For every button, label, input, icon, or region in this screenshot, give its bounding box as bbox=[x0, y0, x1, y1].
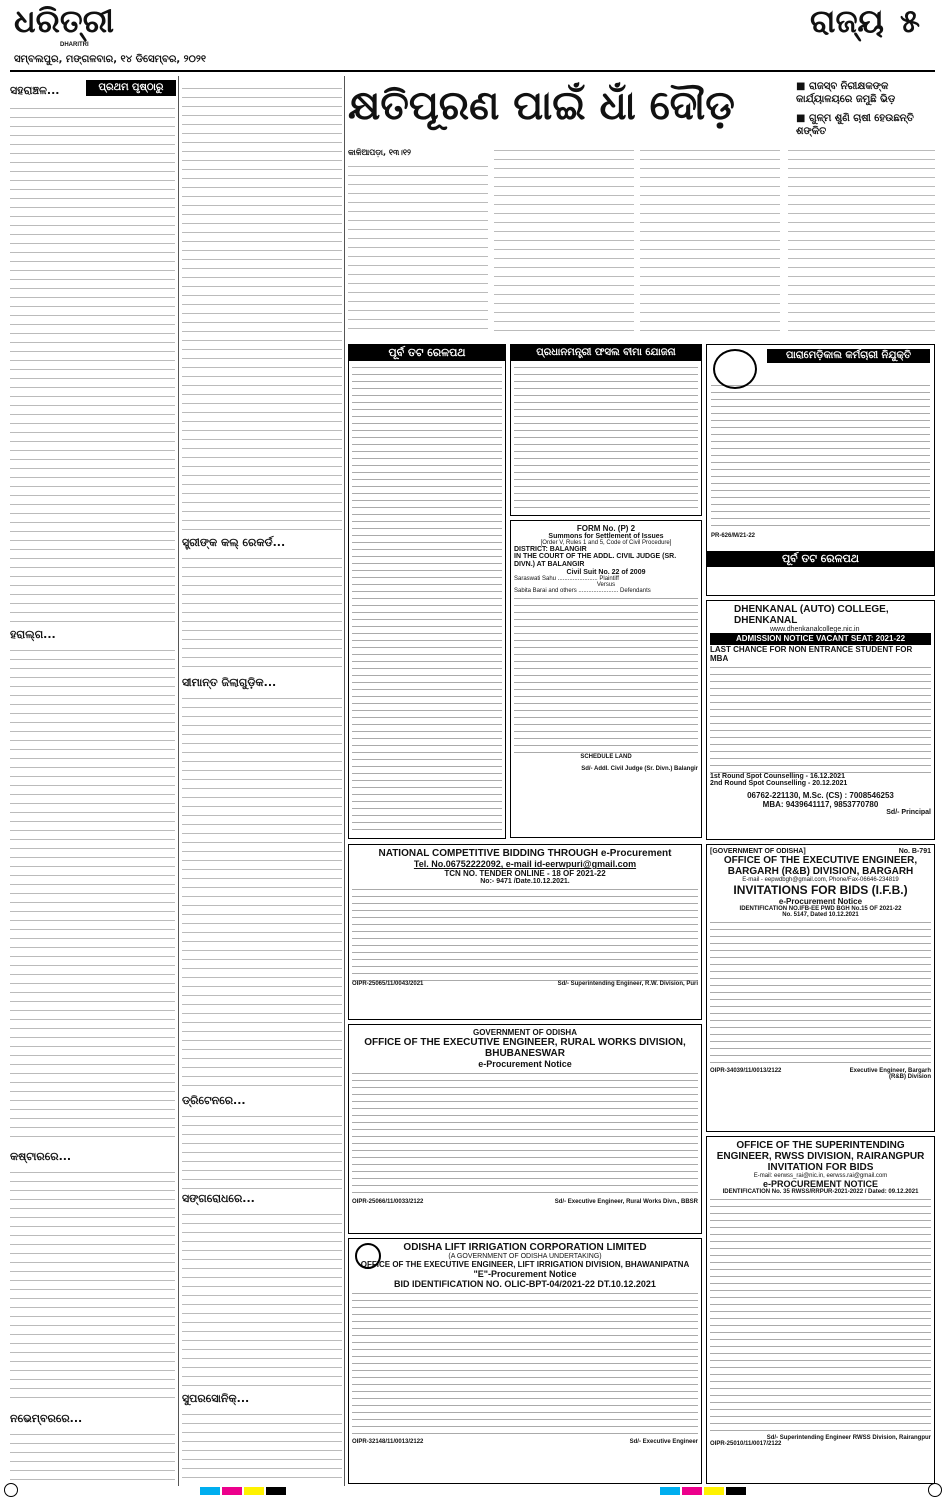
newspaper-logo: ଧରିତ୍ରୀ bbox=[14, 2, 114, 40]
masthead-rule bbox=[10, 70, 935, 72]
masthead bbox=[0, 0, 945, 70]
rwd-notice: e-Procurement Notice bbox=[478, 1059, 572, 1069]
registration-mark-icon bbox=[4, 1483, 18, 1497]
ad-east-coast-railway bbox=[348, 344, 506, 839]
story-text bbox=[788, 144, 935, 335]
column-rule bbox=[344, 76, 345, 1486]
ncb-title: NATIONAL COMPETITIVE BIDDING THROUGH e-Procurement bbox=[378, 848, 672, 859]
kicker: କଷ୍ଟାରରେ... bbox=[10, 1150, 72, 1163]
bargarh-sign: Executive Engineer, Bargarh (R&B) Division bbox=[849, 1068, 931, 1080]
ad-bargarh bbox=[706, 844, 935, 1132]
bargarh-footer bbox=[710, 1068, 931, 1080]
side-point-text: ଗୁଳ୍ମ ଶୁଣି ଚାଷୀ ହେଉଛନ୍ତି ଶଙ୍କିତ bbox=[796, 113, 914, 137]
suit-number: Civil Suit No. 22 of 2009 bbox=[566, 569, 646, 576]
ncb-sign: Sd/- Superintending Engineer, R.W. Division, Puri bbox=[557, 981, 698, 987]
rwd-oipr: OIPR-25066/11/0033/2122 bbox=[352, 1199, 424, 1205]
defendants: Sabita Barai and others ........................ Defendants bbox=[514, 588, 651, 594]
color-swatch bbox=[244, 1487, 264, 1495]
olic-bid: BID IDENTIFICATION NO. OLIC-BPT-04/2021-22 DT.10.12.2021 bbox=[394, 1279, 656, 1289]
olic-sub: (A GOVERNMENT OF ODISHA UNDERTAKING) bbox=[448, 1253, 602, 1260]
bargarh-ifb: INVITATIONS FOR BIDS (I.F.B.) bbox=[733, 883, 908, 897]
kicker: ସୁପରସୋନିକ୍‌... bbox=[182, 1392, 250, 1405]
plaintiff: Saraswati Sahu ........................ Plaintiff bbox=[514, 576, 619, 582]
rwss-email: E-mail: eerwss_rai@nic.in, eerwss.rai@gmail.com bbox=[753, 1173, 888, 1179]
side-points bbox=[796, 80, 936, 138]
ad-body bbox=[352, 1069, 698, 1199]
ad-rwss-rairangpur bbox=[706, 1136, 935, 1484]
kicker: ସଙ୍ଗରୋଧରେ... bbox=[182, 1192, 255, 1205]
ad-body bbox=[352, 885, 698, 981]
side-point: ■ ଗୁଳ୍ମ ଶୁଣି ଚାଷୀ ହେଉଛନ୍ତି ଶଙ୍କିତ bbox=[796, 113, 914, 137]
ad-paramedical bbox=[706, 344, 935, 596]
story-text bbox=[494, 144, 634, 335]
story-text bbox=[182, 82, 342, 532]
side-point-text: ରାଜସ୍ବ ନିରୀକ୍ଷକଙ୍କ କାର୍ଯ୍ୟାଳୟରେ ଜମୁଛି ଭିଡ଼ bbox=[796, 81, 896, 105]
kicker: ସୀମାନ୍ତ ଜିଲାଗୁଡ଼ିକ... bbox=[182, 676, 277, 689]
story-text bbox=[182, 692, 342, 1092]
color-swatch bbox=[266, 1487, 286, 1495]
olic-sign: Sd/- Executive Engineer bbox=[629, 1439, 698, 1445]
olic-title: ODISHA LIFT IRRIGATION CORPORATION LIMITED bbox=[403, 1242, 647, 1253]
college-title: DHENKANAL (AUTO) COLLEGE, DHENKANAL bbox=[734, 604, 889, 626]
byline: କାଳିଆପଡ଼ା, ୧୩।୧୨ bbox=[348, 148, 412, 157]
bargarh-no: No. B-791 bbox=[898, 848, 931, 855]
form-rule: [Order V, Rules 1 and 5, Code of Civil Procedure] bbox=[540, 540, 672, 546]
section-title: ରାଜ୍ୟ bbox=[810, 2, 884, 40]
court-name: IN THE COURT OF THE ADDL. CIVIL JUDGE (SR. DIVN.) AT BALANGIR bbox=[514, 553, 677, 568]
versus: Versus bbox=[596, 582, 616, 588]
section-heading: ପ୍ରଥମ ପୃଷ୍ଠାରୁ bbox=[86, 80, 176, 96]
color-swatch bbox=[660, 1487, 680, 1495]
ad-body bbox=[352, 363, 502, 833]
kicker: ନଭେମ୍ବରରେ... bbox=[10, 1412, 83, 1425]
ad-title: ପୂର୍ବ ତଟ ରେଳପଥ bbox=[349, 345, 505, 361]
rwss-oipr: OIPR-25010/11/0017/2122 bbox=[710, 1441, 782, 1447]
dateline: ସମ୍ବଲପୁର, ମଙ୍ଗଳବାର, ୧୪ ଡିସେମ୍ବର, ୨୦୨୧ bbox=[14, 54, 207, 65]
registration-mark-icon bbox=[928, 1483, 942, 1497]
olic-oipr: OIPR-32148/11/0013/2122 bbox=[352, 1439, 424, 1445]
college-web: www.dhenkanalcollege.nic.in bbox=[770, 626, 860, 633]
rwss-sign: Sd/- Superintending Engineer RWSS Division, Rairangpur bbox=[766, 1435, 931, 1441]
story-text bbox=[182, 1208, 342, 1388]
color-swatch bbox=[726, 1487, 746, 1495]
ad-footer: ପୂର୍ବ ତଟ ରେଳପଥ bbox=[707, 551, 934, 567]
kicker: ହରାଲ୍ଗ... bbox=[10, 628, 56, 641]
ad-ncb-puri bbox=[348, 844, 702, 1020]
college-phone: 06762-221130, M.Sc. (CS) : 7008546253 bbox=[747, 791, 894, 800]
ad-dhenkanal-college bbox=[706, 600, 935, 840]
story-text bbox=[10, 102, 175, 622]
ad-body bbox=[711, 381, 930, 531]
form-subtitle: Summons for Settlement of Issues bbox=[548, 533, 664, 540]
ad-body bbox=[710, 918, 931, 1068]
rwss-notice: e-PROCUREMENT NOTICE bbox=[762, 1179, 878, 1189]
ncb-tender: TCN NO. TENDER ONLINE - 18 OF 2021-22 bbox=[444, 869, 606, 878]
rwd-sign: Sd/- Executive Engineer, Rural Works Divn., BBSR bbox=[554, 1199, 698, 1205]
rwd-title: OFFICE OF THE EXECUTIVE ENGINEER, RURAL WORKS DIVISION, BHUBANESWAR bbox=[364, 1037, 686, 1059]
bargarh-gov: [GOVERNMENT OF ODISHA] bbox=[710, 848, 806, 855]
story-text bbox=[348, 160, 488, 335]
ncb-footer bbox=[352, 981, 698, 987]
ncb-oipr: OIPR-25065/11/0043/2021 bbox=[352, 981, 424, 987]
bargarh-id: IDENTIFICATION NO.IFB-EE PWD BGH No.15 OF 2021-22 bbox=[739, 906, 902, 912]
ad-olic bbox=[348, 1238, 702, 1484]
rwss-id: IDENTIFICATION No. 35 RWSS/RRPUR-2021-2022 / Dated: 09.12.2021 bbox=[722, 1189, 919, 1195]
rwss-ifb: INVITATION FOR BIDS bbox=[767, 1162, 874, 1173]
page-number: ୫ bbox=[900, 2, 920, 40]
ncb-tel: Tel. No.06752222092, e-mail id-eerwpuri@gmail.com bbox=[413, 859, 637, 869]
college-mba: MBA: 9439641117, 9853770780 bbox=[762, 800, 879, 809]
kicker: ସହରାଞ୍ଚଳ... bbox=[10, 84, 60, 97]
olic-notice: "E"-Procurement Notice bbox=[473, 1269, 577, 1279]
olic-office: OFFICE OF THE EXECUTIVE ENGINEER, LIFT IRRIGATION DIVISION, BHAWANIPATNA bbox=[360, 1260, 690, 1269]
ad-body bbox=[710, 663, 931, 773]
story-text bbox=[182, 1408, 342, 1483]
ad-body bbox=[352, 1289, 698, 1439]
spot-counselling-1: 1st Round Spot Counselling - 16.12.2021 bbox=[710, 773, 845, 780]
story-text bbox=[10, 1166, 175, 1406]
last-chance: LAST CHANCE FOR NON ENTRANCE STUDENT FOR MBA bbox=[710, 645, 913, 663]
ad-title: ପ୍ରଧାନମନ୍ତ୍ରୀ ଫସଲ ବୀମା ଯୋଜନା bbox=[511, 345, 701, 361]
color-swatch bbox=[682, 1487, 702, 1495]
olic-footer bbox=[352, 1439, 698, 1445]
newspaper-logo-sub: DHARITRI bbox=[60, 42, 89, 48]
kicker: ଡ୍ରିଟେନରେ... bbox=[182, 1094, 246, 1107]
bargarh-header bbox=[710, 848, 931, 855]
bargarh-oipr: OIPR-34039/11/0013/2122 bbox=[710, 1068, 782, 1074]
story-text bbox=[10, 1428, 175, 1483]
story-text bbox=[182, 552, 342, 672]
rwd-footer bbox=[352, 1199, 698, 1205]
ad-court-summons bbox=[510, 520, 702, 838]
kicker: ସ୍ତ୍ରୀଙ୍କ କଲ୍‌ ରେକର୍ଡ... bbox=[182, 536, 286, 549]
ad-rwd-bhubaneswar bbox=[348, 1024, 702, 1234]
color-swatch bbox=[222, 1487, 242, 1495]
bargarh-title: OFFICE OF THE EXECUTIVE ENGINEER, BARGARH (R&B) DIVISION, BARGARH bbox=[723, 855, 918, 877]
bargarh-email: E-mail - eepwdbgh@gmail.com, Phone/Fax-06646-234819 bbox=[742, 877, 899, 883]
rwd-gov: GOVERNMENT OF ODISHA bbox=[472, 1028, 577, 1037]
college-sign: Sd/- Principal bbox=[886, 809, 931, 816]
ad-body bbox=[710, 1195, 931, 1435]
ad-title: ପାରାମେଡ଼ିକାଲ କର୍ମଚାରୀ ନିଯୁକ୍ତି bbox=[767, 349, 930, 363]
story-text bbox=[10, 644, 175, 1144]
admission-notice: ADMISSION NOTICE VACANT SEAT: 2021-22 bbox=[710, 633, 931, 645]
olic-logo-icon bbox=[355, 1243, 381, 1269]
color-swatch bbox=[704, 1487, 724, 1495]
color-swatch bbox=[200, 1487, 220, 1495]
story-text bbox=[640, 144, 780, 335]
form-title: FORM No. (P) 2 bbox=[576, 524, 636, 533]
main-story bbox=[348, 76, 935, 338]
ad-body bbox=[514, 363, 698, 511]
column-rule bbox=[178, 76, 179, 1486]
pr-number: PR-626/M/21-22 bbox=[711, 533, 756, 539]
ad-body bbox=[514, 594, 698, 754]
district: DISTRICT: BALANGIR bbox=[514, 546, 587, 553]
schedule-land: SCHEDULE LAND bbox=[580, 754, 632, 760]
court-sign: Sd/- Addl. Civil Judge (Sr. Divn.) Balangir bbox=[581, 766, 698, 772]
main-headline: କ୍ଷତିପୂରଣ ପାଇଁ ଧାଁ ଦୌଡ଼ bbox=[348, 82, 735, 129]
bargarh-notice: e-Procurement Notice bbox=[778, 897, 863, 906]
side-point: ■ ରାଜସ୍ବ ନିରୀକ୍ଷକଙ୍କ କାର୍ଯ୍ୟାଳୟରେ ଜମୁଛି ଭିଡ଼ bbox=[796, 81, 896, 105]
ncb-no: No:- 9471 /Date.10.12.2021. bbox=[480, 878, 570, 885]
spot-counselling-2: 2nd Round Spot Counselling - 20.12.2021 bbox=[710, 780, 848, 787]
left-column bbox=[10, 76, 175, 1486]
rwss-title: OFFICE OF THE SUPERINTENDING ENGINEER, RWSS DIVISION, RAIRANGPUR bbox=[716, 1140, 925, 1162]
story-text bbox=[182, 1110, 342, 1190]
second-column bbox=[182, 76, 342, 1486]
ad-pmfby bbox=[510, 344, 702, 516]
railway-emblem-icon bbox=[713, 349, 757, 389]
bargarh-no2: No. 5147, Dated 10.12.2021 bbox=[782, 912, 859, 918]
